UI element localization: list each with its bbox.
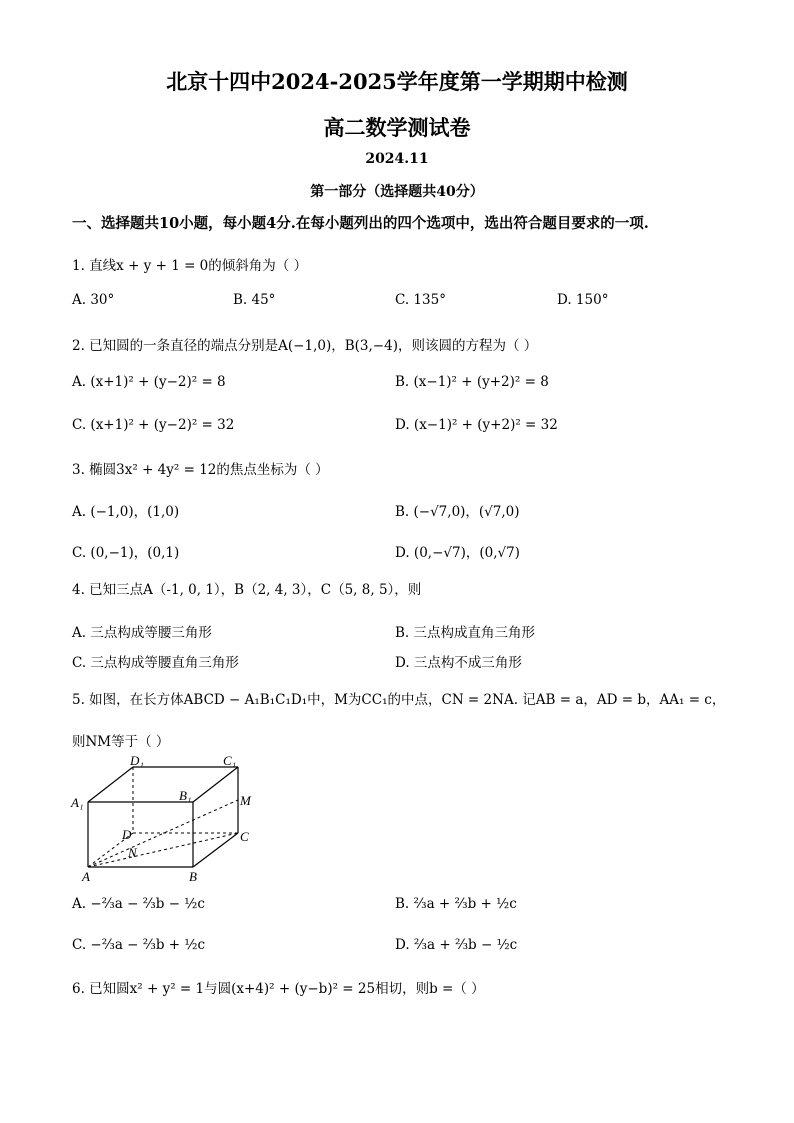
question-1-option-c: C. 135°	[395, 292, 446, 308]
question-4: 4. 已知三点A（-1, 0, 1），B（2, 4, 3），C（5, 8, 5），则	[72, 582, 422, 598]
edge-b1-c1	[193, 767, 238, 802]
edge-a1-d1	[88, 767, 133, 802]
question-1-option-d: D. 150°	[557, 292, 609, 308]
edge-b-c	[193, 833, 238, 867]
question-4-option-b: B. 三点构成直角三角形	[395, 625, 536, 641]
label-d1: D₁	[130, 755, 144, 768]
question-5-option-b: B. ⅔a + ⅔b + ½c	[395, 896, 517, 912]
page-subtitle: 高二数学测试卷	[323, 115, 471, 140]
page-title: 北京十四中2024-2025学年度第一学期期中检测	[166, 69, 628, 94]
label-c: C	[240, 829, 249, 844]
part-heading: 第一部分（选择题共40分）	[310, 184, 484, 200]
question-1: 1. 直线x + y + 1 = 0的倾斜角为（ ）	[72, 258, 308, 274]
question-1-option-b: B. 45°	[233, 292, 276, 308]
question-4-option-d: D. 三点构不成三角形	[395, 655, 522, 671]
section-heading: 一、选择题共10小题，每小题4分.在每小题列出的四个选项中，选出符合题目要求的一项.	[72, 215, 649, 232]
exam-date: 2024.11	[365, 151, 429, 167]
label-d: D	[122, 827, 132, 842]
label-c1: C₁	[223, 755, 237, 768]
label-m: M	[240, 793, 251, 808]
label-a1: A₁	[71, 795, 84, 810]
question-2-option-d: D. (x−1)² + (y+2)² = 32	[395, 417, 558, 433]
label-b: B	[189, 869, 197, 884]
question-3-option-c: C. (0,−1)，(0,1)	[72, 545, 180, 561]
question-3-option-b: B. (−√7,0)，(√7,0)	[395, 504, 520, 520]
question-6: 6. 已知圆x² + y² = 1与圆(x+4)² + (y−b)² = 25相切，则b =（ ）	[72, 981, 485, 997]
question-3-option-d: D. (0,−√7)，(0,√7)	[395, 545, 520, 561]
question-4-option-c: C. 三点构成等腰直角三角形	[72, 655, 239, 671]
question-5: 5. 如图，在长方体ABCD − A₁B₁C₁D₁中，M为CC₁的中点，CN = 2NA. 记AB = a，AD = b，AA₁ = c，	[72, 692, 726, 708]
question-2-option-a: A. (x+1)² + (y−2)² = 8	[72, 374, 226, 390]
cuboid-figure	[60, 755, 270, 885]
label-n: N	[128, 845, 137, 860]
label-a: A	[82, 869, 90, 884]
question-3-option-a: A. (−1,0)，(1,0)	[72, 504, 180, 520]
question-3: 3. 椭圆3x² + 4y² = 12的焦点坐标为（ ）	[72, 462, 329, 478]
question-4-option-a: A. 三点构成等腰三角形	[72, 625, 212, 641]
question-2-option-c: C. (x+1)² + (y−2)² = 32	[72, 417, 235, 433]
question-1-option-a: A. 30°	[72, 292, 115, 308]
question-5-option-c: C. −⅔a − ⅔b + ½c	[72, 937, 206, 953]
question-5-option-d: D. ⅔a + ⅔b − ½c	[395, 937, 518, 953]
question-2-option-b: B. (x−1)² + (y+2)² = 8	[395, 374, 549, 390]
label-b1: B₁	[179, 788, 192, 803]
question-2: 2. 已知圆的一条直径的端点分别是A(−1,0)，B(3,−4)，则该圆的方程为（ ）	[72, 338, 538, 354]
question-5-option-a: A. −⅔a − ⅔b − ½c	[72, 896, 205, 912]
question-5-continuation: 则NM等于（ ）	[72, 734, 170, 750]
